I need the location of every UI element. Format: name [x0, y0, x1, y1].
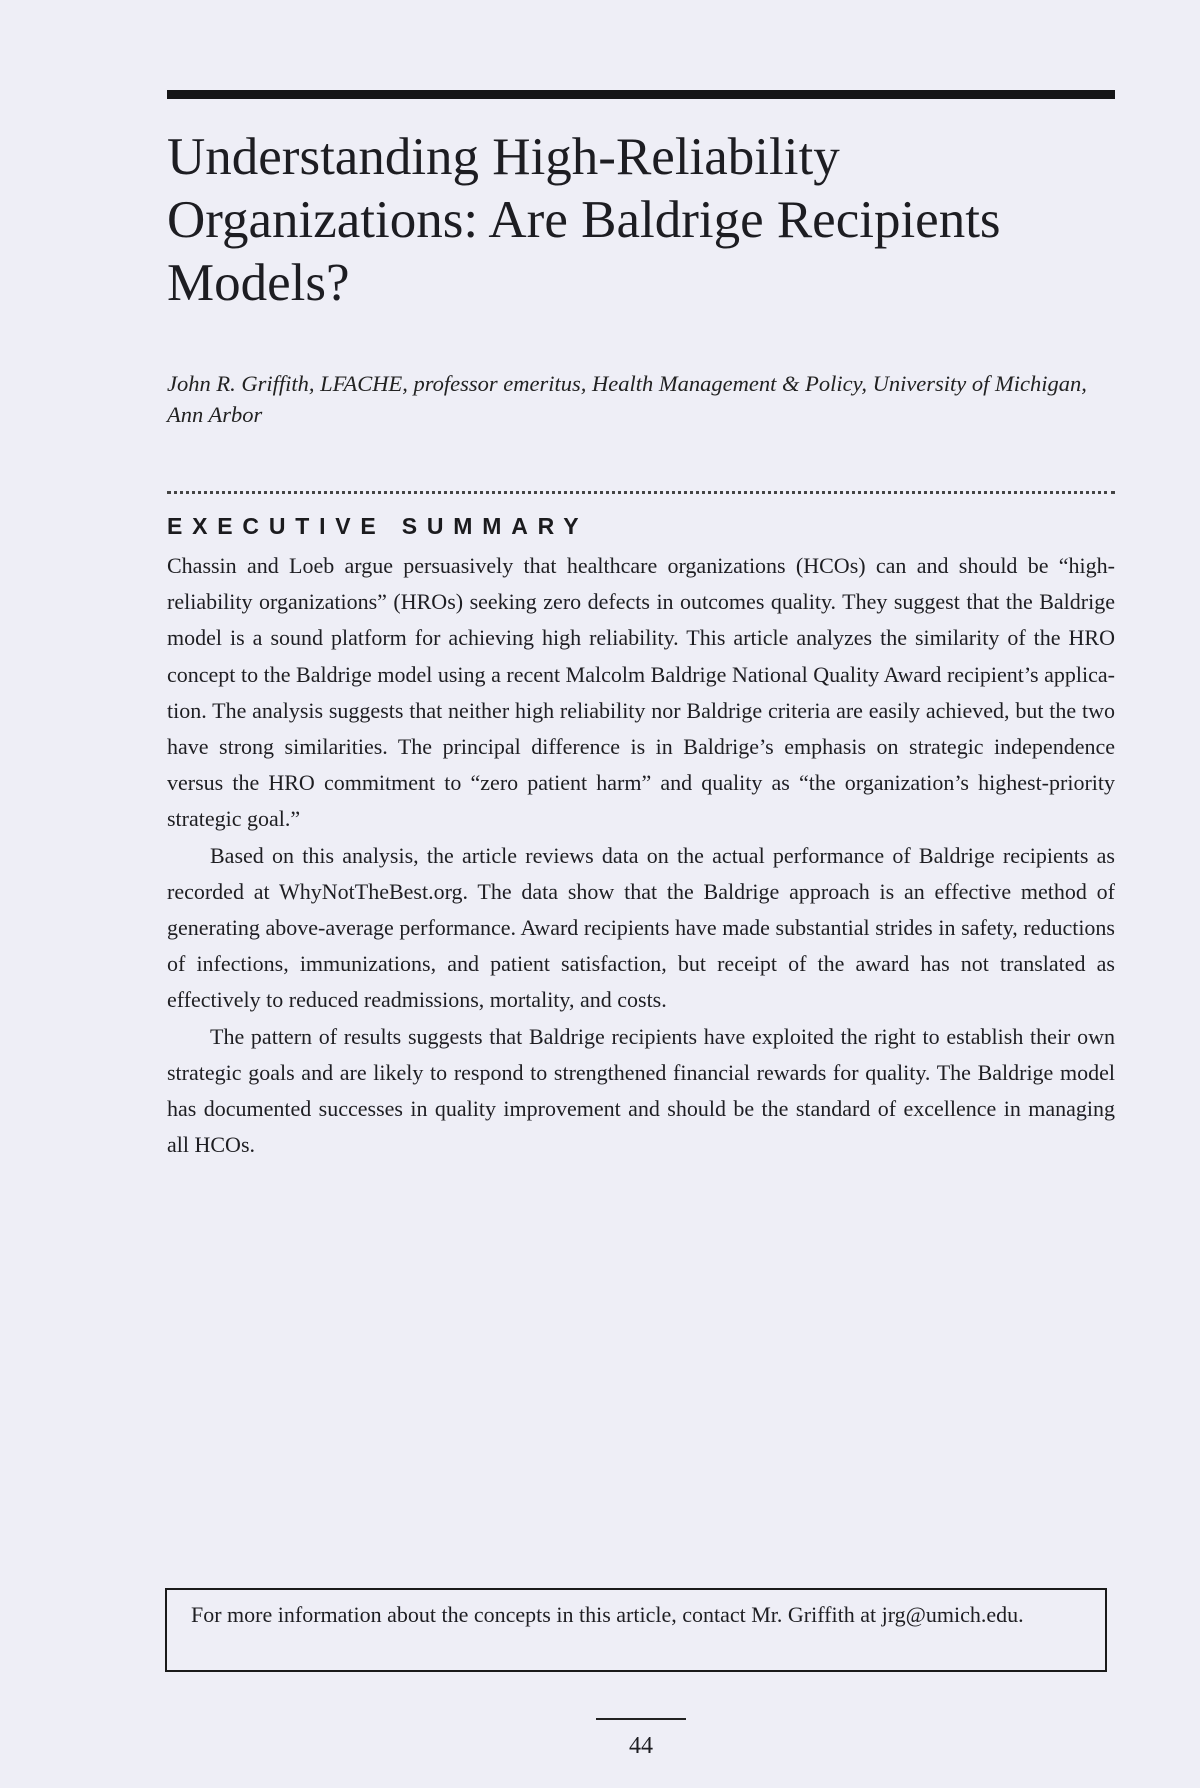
dotted-divider: [167, 491, 1115, 494]
executive-summary-heading: EXECUTIVE SUMMARY: [167, 513, 589, 539]
author-affiliation: John R. Griffith, LFACHE, professor emeritus, Health Management & Policy, University of Michigan, Ann Arbor: [167, 371, 1087, 427]
summary-paragraph: Chassin and Loeb argue persuasively that healthcare organizations (HCOs) can and should be “high-reliability organizations” (HROs) seeking zero defects in outcomes quality. They suggest that the Baldrige model is a sound platform for achieving high reliability. This article analyzes the similarity of the HRO concept to the Baldrige model using a recent Malcolm Baldrige National Quality Award recipient’s application. The analysis suggests that neither high reliability nor Baldrige criteria are easily achieved, but the two have strong similarities. The principal difference is in Baldrige’s emphasis on strategic independence versus the HRO commitment to “zero patient harm” and quality as “the organization’s highest-priority strategic goal.”: [167, 553, 1115, 832]
contact-text: For more information about the concepts in this article, contact Mr. Griffith at jrg@umich.edu.: [191, 1602, 1024, 1627]
page-number-rule: [596, 1718, 686, 1720]
summary-paragraph: Based on this analysis, the article reviews data on the actual performance of Baldrige recipients as recorded at WhyNotTheBest.org. The data show that the Baldrige approach is an effective method of generating above-average performance. Award recipients have made substantial strides in safety, reductions of infections, immunizations, and patient satisfaction, but receipt of the award has not translated as effectively to reduced readmissions, mortality, and costs.: [167, 842, 1115, 1013]
article-title: Understanding High-Reliability Organizations: Are Baldrige Recipients Models?: [167, 128, 1001, 312]
page-number: 44: [629, 1733, 653, 1759]
executive-summary-body: [167, 548, 1115, 1163]
top-rule: [167, 90, 1115, 99]
summary-paragraph: The pattern of results suggests that Baldrige recipients have exploited the right to establish their own strategic goals and are likely to respond to strengthened financial rewards for quality. The Baldrige model has documented successes in quality improvement and should be the standard of excellence in managing all HCOs.: [167, 1023, 1115, 1158]
contact-info-box: [165, 1588, 1107, 1672]
